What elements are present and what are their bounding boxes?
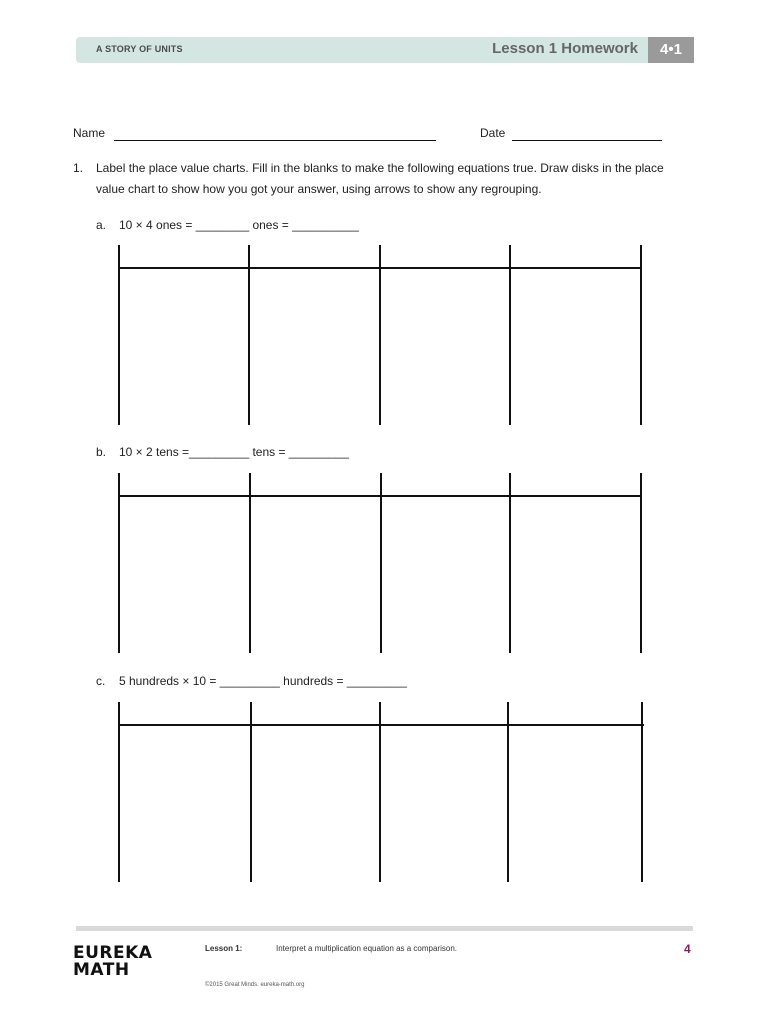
chart-column-line xyxy=(248,245,250,425)
place-value-chart-a[interactable] xyxy=(118,245,642,425)
copyright: ©2015 Great Minds. eureka-math.org xyxy=(205,982,305,988)
chart-column-line xyxy=(249,473,251,653)
logo-line-2: MATH xyxy=(73,960,130,980)
date-label: Date xyxy=(480,126,506,140)
page-number: 4 xyxy=(684,942,691,956)
lesson-title: Lesson 1 Homework xyxy=(492,40,638,57)
question-number: 1. xyxy=(73,161,84,175)
footer-lesson-description: Interpret a multiplication equation as a comparison. xyxy=(276,944,457,953)
chart-column-line xyxy=(118,473,120,653)
header-banner xyxy=(76,37,694,63)
chart-column-line xyxy=(640,245,642,425)
part-c xyxy=(96,674,407,688)
chart-column-line xyxy=(509,473,511,653)
module-badge: 4•1 xyxy=(648,37,694,63)
footer-divider xyxy=(76,926,693,931)
chart-column-line xyxy=(641,702,643,882)
name-field[interactable] xyxy=(114,140,436,141)
chart-column-line xyxy=(380,473,382,653)
part-equation: 5 hundreds × 10 = _________ hundreds = _________ xyxy=(119,674,407,688)
place-value-chart-b[interactable] xyxy=(118,473,642,653)
part-letter: c. xyxy=(96,674,106,688)
eureka-math-logo xyxy=(73,945,152,979)
part-letter: a. xyxy=(96,218,107,232)
footer-lesson-label: Lesson 1: xyxy=(205,944,243,953)
question-text: Label the place value charts. Fill in the blanks to make the following equations true. Draw disks in the place value chart to show how you got your answer, using arrows to show any regrouping. xyxy=(96,161,664,196)
chart-column-line xyxy=(118,245,120,425)
chart-column-line xyxy=(640,473,642,653)
chart-column-line xyxy=(379,702,381,882)
part-b xyxy=(96,445,349,459)
part-equation: 10 × 2 tens =_________ tens = _________ xyxy=(119,445,349,459)
chart-column-line xyxy=(250,702,252,882)
chart-column-line xyxy=(509,245,511,425)
chart-header-line xyxy=(118,724,644,726)
name-label: Name xyxy=(73,126,106,140)
logo-line-1: EUREKA xyxy=(73,943,153,963)
series-title: A STORY OF UNITS xyxy=(96,44,183,54)
place-value-chart-c[interactable] xyxy=(118,702,644,882)
chart-column-line xyxy=(118,702,120,882)
part-a xyxy=(96,218,359,232)
part-equation: 10 × 4 ones = ________ ones = __________ xyxy=(119,218,359,232)
part-letter: b. xyxy=(96,445,107,459)
chart-column-line xyxy=(507,702,509,882)
chart-column-line xyxy=(379,245,381,425)
date-field[interactable] xyxy=(512,140,662,141)
